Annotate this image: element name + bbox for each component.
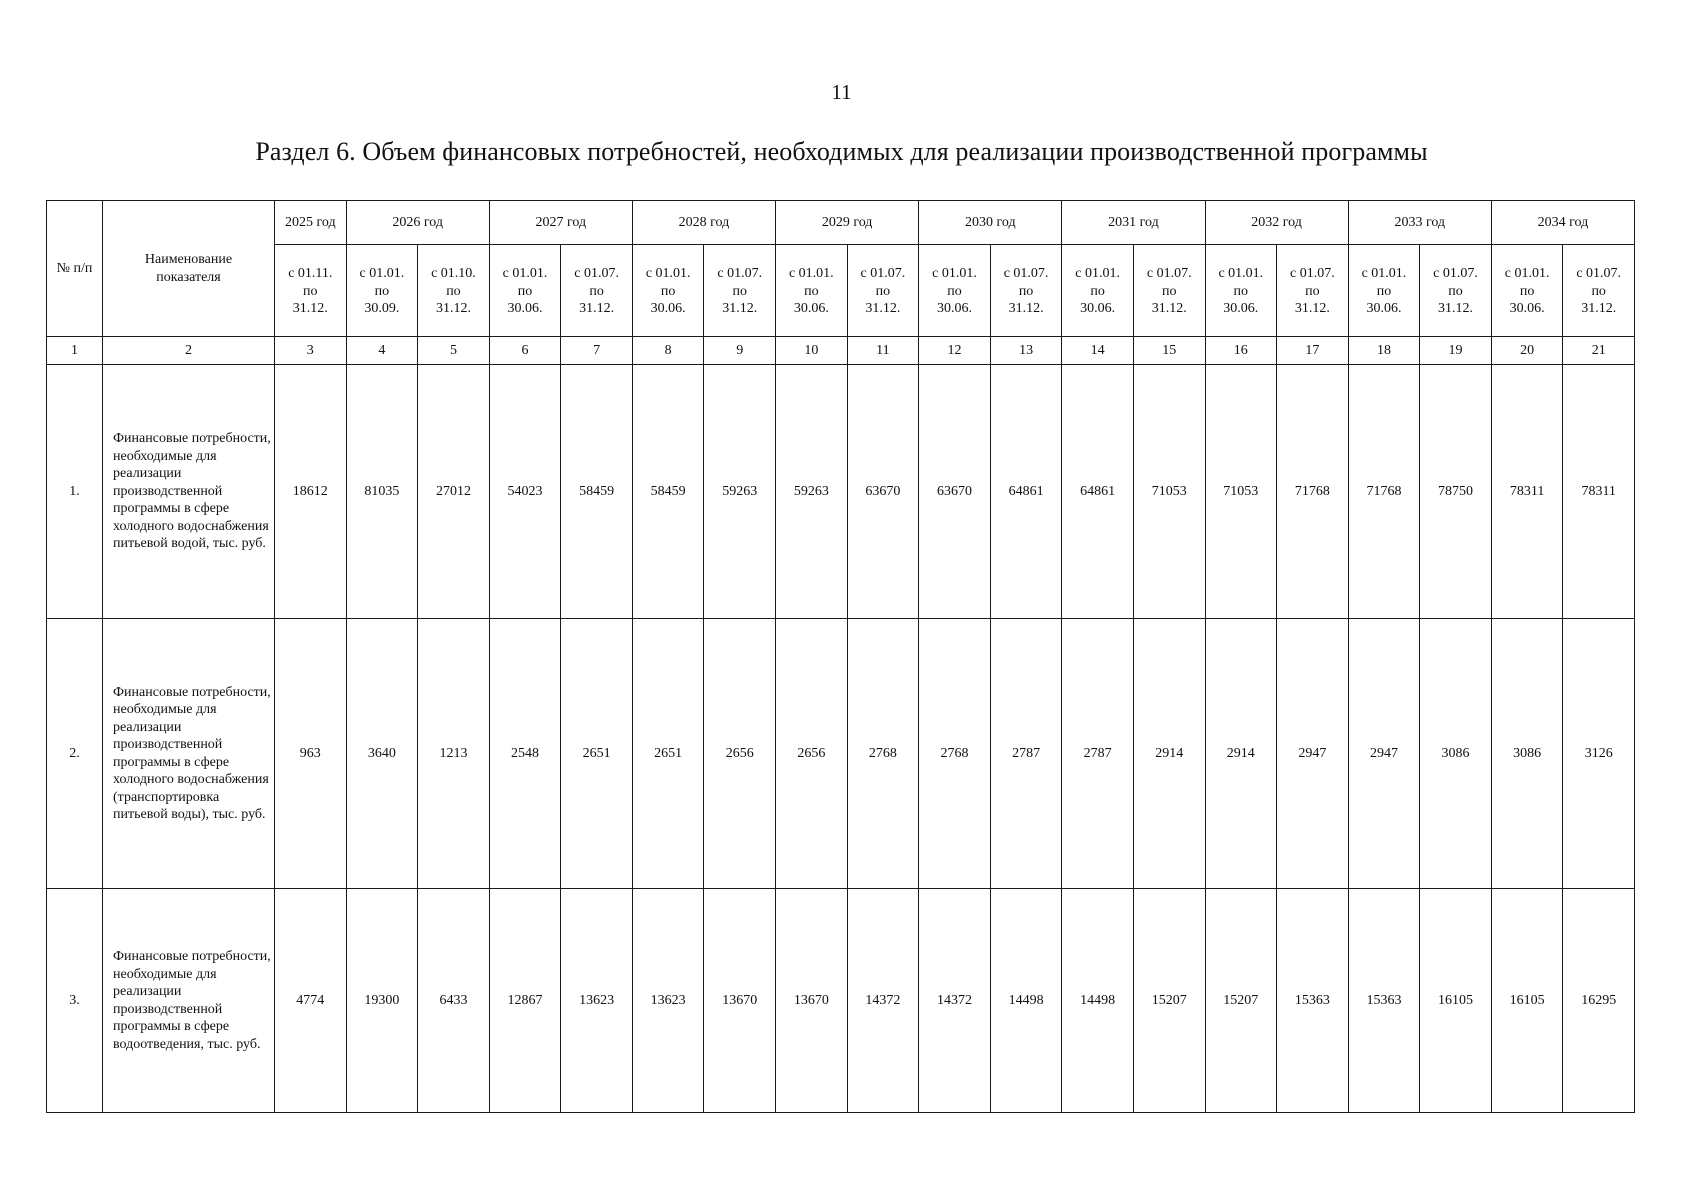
value-cell: 2914 [1133,619,1205,889]
value-cell: 2914 [1205,619,1277,889]
value-cell: 3086 [1420,619,1492,889]
value-cell: 2787 [1062,619,1134,889]
header-period: с 01.01. по 30.06. [632,245,704,337]
row-number: 1. [47,365,103,619]
header-period: с 01.07. по 31.12. [1277,245,1349,337]
column-number: 20 [1491,337,1563,365]
column-number: 17 [1277,337,1349,365]
column-number: 11 [847,337,919,365]
value-cell: 63670 [847,365,919,619]
column-number: 16 [1205,337,1277,365]
value-cell: 59263 [704,365,776,619]
value-cell: 71768 [1348,365,1420,619]
value-cell: 13670 [704,889,776,1113]
value-cell: 78750 [1420,365,1492,619]
header-period: с 01.01. по 30.06. [776,245,848,337]
header-period: с 01.01. по 30.06. [1205,245,1277,337]
column-number: 18 [1348,337,1420,365]
value-cell: 78311 [1491,365,1563,619]
value-cell: 16105 [1491,889,1563,1113]
value-cell: 3640 [346,619,418,889]
row-number: 3. [47,889,103,1113]
value-cell: 18612 [275,365,347,619]
value-cell: 63670 [919,365,991,619]
column-number: 4 [346,337,418,365]
header-period: с 01.07. по 31.12. [1563,245,1635,337]
header-period: с 01.07. по 31.12. [1133,245,1205,337]
header-year-2029: 2029 год [776,201,919,245]
value-cell: 15363 [1277,889,1349,1113]
value-cell: 4774 [275,889,347,1113]
value-cell: 15363 [1348,889,1420,1113]
value-cell: 2947 [1277,619,1349,889]
value-cell: 78311 [1563,365,1635,619]
value-cell: 13623 [561,889,633,1113]
value-cell: 71768 [1277,365,1349,619]
value-cell: 58459 [561,365,633,619]
value-cell: 3126 [1563,619,1635,889]
value-cell: 13623 [632,889,704,1113]
header-period: с 01.01. по 30.06. [1348,245,1420,337]
header-year-2025: 2025 год [275,201,347,245]
indicator-name: Финансовые потребности, необходимые для реализации производственной программы в сфере водоотведения, тыс. руб. [103,889,275,1113]
header-indicator-name: Наименование показателя [103,201,275,337]
header-period: с 01.10. по 31.12. [418,245,490,337]
value-cell: 3086 [1491,619,1563,889]
column-number: 10 [776,337,848,365]
column-number-row [47,337,1635,365]
value-cell: 15207 [1133,889,1205,1113]
column-number: 3 [275,337,347,365]
value-cell: 16105 [1420,889,1492,1113]
value-cell: 59263 [776,365,848,619]
table-row [47,619,1635,889]
header-period-row [47,245,1635,337]
column-number: 12 [919,337,991,365]
header-year-row [47,201,1635,245]
header-period: с 01.11. по 31.12. [275,245,347,337]
column-number: 5 [418,337,490,365]
value-cell: 2947 [1348,619,1420,889]
indicator-name: Финансовые потребности, необходимые для реализации производственной программы в сфере холодного водоснабжения (транспортировка питьевой воды), тыс. руб. [103,619,275,889]
row-number: 2. [47,619,103,889]
value-cell: 64861 [990,365,1062,619]
column-number: 9 [704,337,776,365]
column-number: 21 [1563,337,1635,365]
value-cell: 2651 [632,619,704,889]
header-year-2028: 2028 год [632,201,775,245]
header-period: с 01.01. по 30.06. [1062,245,1134,337]
indicator-name: Финансовые потребности, необходимые для реализации производственной программы в сфере холодного водоснабжения питьевой водой, тыс. руб. [103,365,275,619]
value-cell: 71053 [1133,365,1205,619]
page-number: 11 [831,80,852,104]
column-number: 13 [990,337,1062,365]
header-period: с 01.07. по 31.12. [704,245,776,337]
header-year-2026: 2026 год [346,201,489,245]
value-cell: 6433 [418,889,490,1113]
column-number: 7 [561,337,633,365]
value-cell: 19300 [346,889,418,1113]
column-number: 15 [1133,337,1205,365]
header-year-2031: 2031 год [1062,201,1205,245]
value-cell: 2656 [776,619,848,889]
value-cell: 1213 [418,619,490,889]
column-number: 6 [489,337,561,365]
header-period: с 01.07. по 31.12. [847,245,919,337]
value-cell: 14498 [990,889,1062,1113]
header-period: с 01.07. по 31.12. [990,245,1062,337]
header-period: с 01.01. по 30.06. [1491,245,1563,337]
header-period: с 01.01. по 30.06. [489,245,561,337]
column-number: 14 [1062,337,1134,365]
header-period: с 01.01. по 30.06. [919,245,991,337]
value-cell: 14372 [847,889,919,1113]
value-cell: 54023 [489,365,561,619]
value-cell: 27012 [418,365,490,619]
value-cell: 2768 [847,619,919,889]
value-cell: 13670 [776,889,848,1113]
header-row-number: № п/п [47,201,103,337]
header-year-2030: 2030 год [919,201,1062,245]
value-cell: 64861 [1062,365,1134,619]
value-cell: 15207 [1205,889,1277,1113]
value-cell: 2768 [919,619,991,889]
value-cell: 58459 [632,365,704,619]
column-number: 1 [47,337,103,365]
value-cell: 963 [275,619,347,889]
finance-table [46,200,1635,1113]
value-cell: 2656 [704,619,776,889]
value-cell: 71053 [1205,365,1277,619]
header-year-2027: 2027 год [489,201,632,245]
column-number: 8 [632,337,704,365]
header-period: с 01.07. по 31.12. [1420,245,1492,337]
header-year-2032: 2032 год [1205,201,1348,245]
table-row [47,365,1635,619]
header-period: с 01.01. по 30.09. [346,245,418,337]
table-row [47,889,1635,1113]
value-cell: 12867 [489,889,561,1113]
column-number: 2 [103,337,275,365]
value-cell: 14498 [1062,889,1134,1113]
header-period: с 01.07. по 31.12. [561,245,633,337]
column-number: 19 [1420,337,1492,365]
value-cell: 2787 [990,619,1062,889]
value-cell: 2651 [561,619,633,889]
value-cell: 81035 [346,365,418,619]
value-cell: 14372 [919,889,991,1113]
section-title: Раздел 6. Объем финансовых потребностей, необходимых для реализации производственной программы [255,137,1428,166]
value-cell: 2548 [489,619,561,889]
header-year-2034: 2034 год [1491,201,1634,245]
value-cell: 16295 [1563,889,1635,1113]
header-year-2033: 2033 год [1348,201,1491,245]
